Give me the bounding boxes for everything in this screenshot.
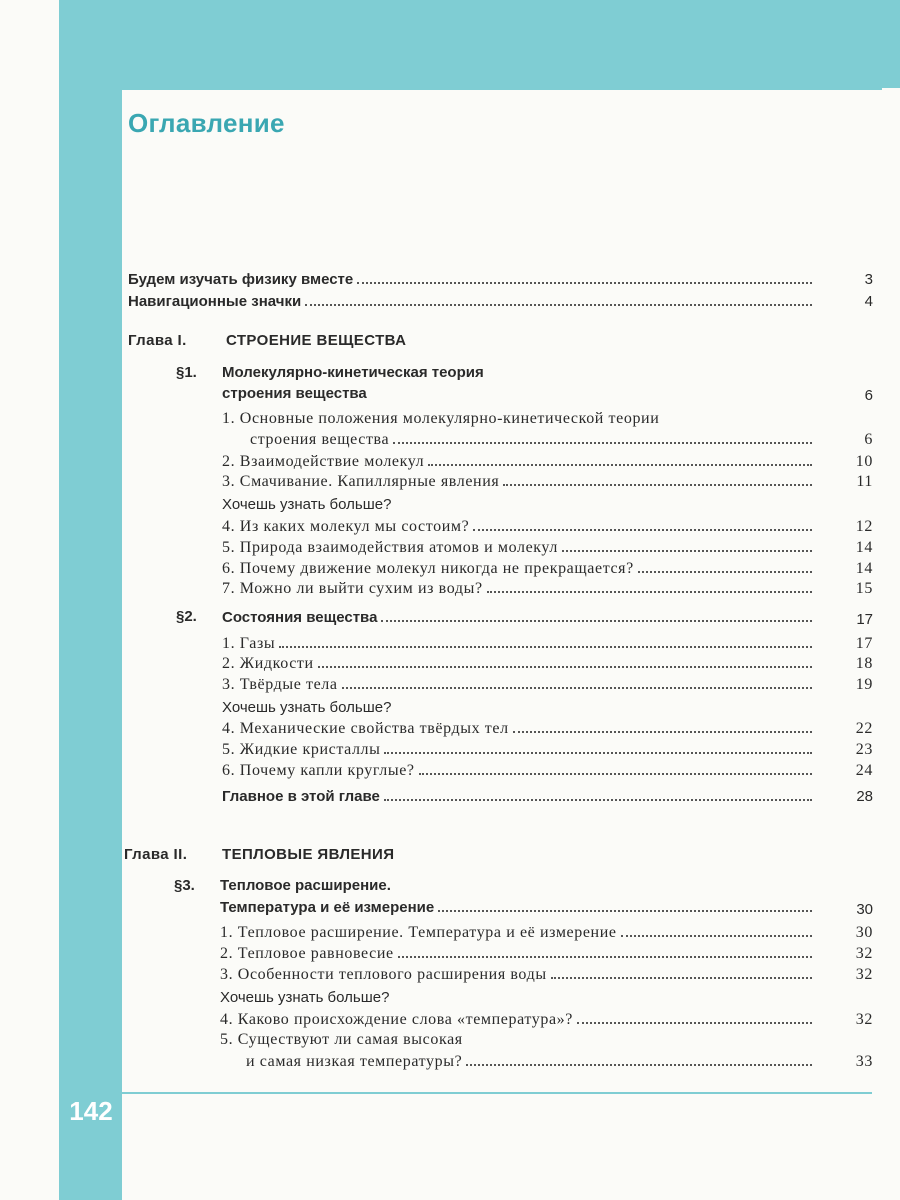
toc-item-2-2[interactable]: 2. Жидкости 18 (222, 655, 873, 672)
leader-dots (279, 646, 812, 648)
page-number: 142 (69, 1096, 113, 1126)
leader-dots (342, 687, 812, 689)
toc-item-3-5[interactable]: и самая низкая температуры? 33 (246, 1053, 873, 1070)
toc-item-1-4[interactable]: 4. Из каких молекул мы состоим? 12 (222, 518, 873, 535)
toc-item-2-5[interactable]: 5. Жидкие кристаллы 23 (222, 741, 873, 758)
section-number-1: §1. (176, 364, 197, 381)
toc-entry-intro-1[interactable]: Будем изучать физику вместе 3 (128, 271, 873, 288)
toc-item-1-2[interactable]: 2. Взаимодействие молекул 10 (222, 453, 873, 470)
leader-dots (503, 484, 812, 486)
leader-dots (318, 666, 812, 668)
toc-item-3-3[interactable]: 3. Особенности теплового расширения воды 32 (220, 966, 873, 983)
toc-item-2-6[interactable]: 6. Почему капли круглые? 24 (222, 762, 873, 779)
leader-dots (473, 529, 812, 531)
leader-dots (487, 591, 812, 593)
leader-dots (305, 304, 812, 306)
toc-item-3-1[interactable]: 1. Тепловое расширение. Температура и её измерение 30 (220, 924, 873, 941)
toc-item-3-5-line1: 5. Существуют ли самая высокая (220, 1031, 463, 1048)
leader-dots (638, 571, 812, 573)
leader-dots (428, 464, 812, 466)
leader-dots (562, 550, 812, 552)
section-number-3: §3. (174, 877, 195, 894)
leader-dots (466, 1064, 812, 1066)
toc-item-3-4[interactable]: 4. Каково происхождение слова «температура»? 32 (220, 1011, 873, 1028)
toc-entry-section-2[interactable]: Состояния вещества 17 (222, 609, 873, 628)
toc-item-2-4[interactable]: 4. Механические свойства твёрдых тел 22 (222, 720, 873, 737)
chapter-heading-2: Глава II. ТЕПЛОВЫЕ ЯВЛЕНИЯ (124, 846, 395, 863)
leader-dots (621, 935, 812, 937)
section-title-1-line1: Молекулярно-кинетическая теория (222, 364, 484, 381)
toc-item-3-2[interactable]: 2. Тепловое равновесие 32 (220, 945, 873, 962)
more-label-2: Хочешь узнать больше? (222, 699, 392, 716)
toc-item-1-1-line1: 1. Основные положения молекулярно-кинетической теории (222, 410, 660, 427)
leader-dots (551, 977, 812, 979)
leader-dots (393, 442, 812, 444)
leader-dots (357, 282, 812, 284)
toc-item-1-6[interactable]: 6. Почему движение молекул никогда не прекращается? 14 (222, 560, 873, 577)
toc-item-2-1[interactable]: 1. Газы 17 (222, 635, 873, 652)
toc-entry-section-3[interactable]: Температура и её измерение 30 (220, 899, 873, 918)
toc-entry-section-1[interactable]: строения вещества 6 (222, 385, 873, 404)
toc-item-1-3[interactable]: 3. Смачивание. Капиллярные явления 11 (222, 473, 873, 490)
chapter-heading-1: Глава I. СТРОЕНИЕ ВЕЩЕСТВА (128, 332, 407, 349)
leader-dots (384, 752, 812, 754)
leader-dots (398, 956, 812, 958)
toc-item-1-7[interactable]: 7. Можно ли выйти сухим из воды? 15 (222, 580, 873, 597)
more-label-1: Хочешь узнать больше? (222, 496, 392, 513)
more-label-3: Хочешь узнать больше? (220, 989, 390, 1006)
toc-item-2-3[interactable]: 3. Твёрдые тела 19 (222, 676, 873, 693)
leader-dots (381, 620, 812, 622)
section-title-3-line1: Тепловое расширение. (220, 877, 391, 894)
toc-item-1-1[interactable]: строения вещества 6 (250, 431, 873, 448)
leader-dots (419, 773, 812, 775)
leader-dots (513, 731, 812, 733)
page-title: Оглавление (128, 108, 285, 138)
leader-dots (384, 799, 812, 801)
section-number-2: §2. (176, 608, 197, 625)
leader-dots (438, 910, 812, 912)
toc-item-1-5[interactable]: 5. Природа взаимодействия атомов и молекул 14 (222, 539, 873, 556)
leader-dots (577, 1022, 812, 1024)
toc-entry-summary[interactable]: Главное в этой главе 28 (222, 788, 873, 805)
toc-entry-intro-2[interactable]: Навигационные значки 4 (128, 293, 873, 310)
